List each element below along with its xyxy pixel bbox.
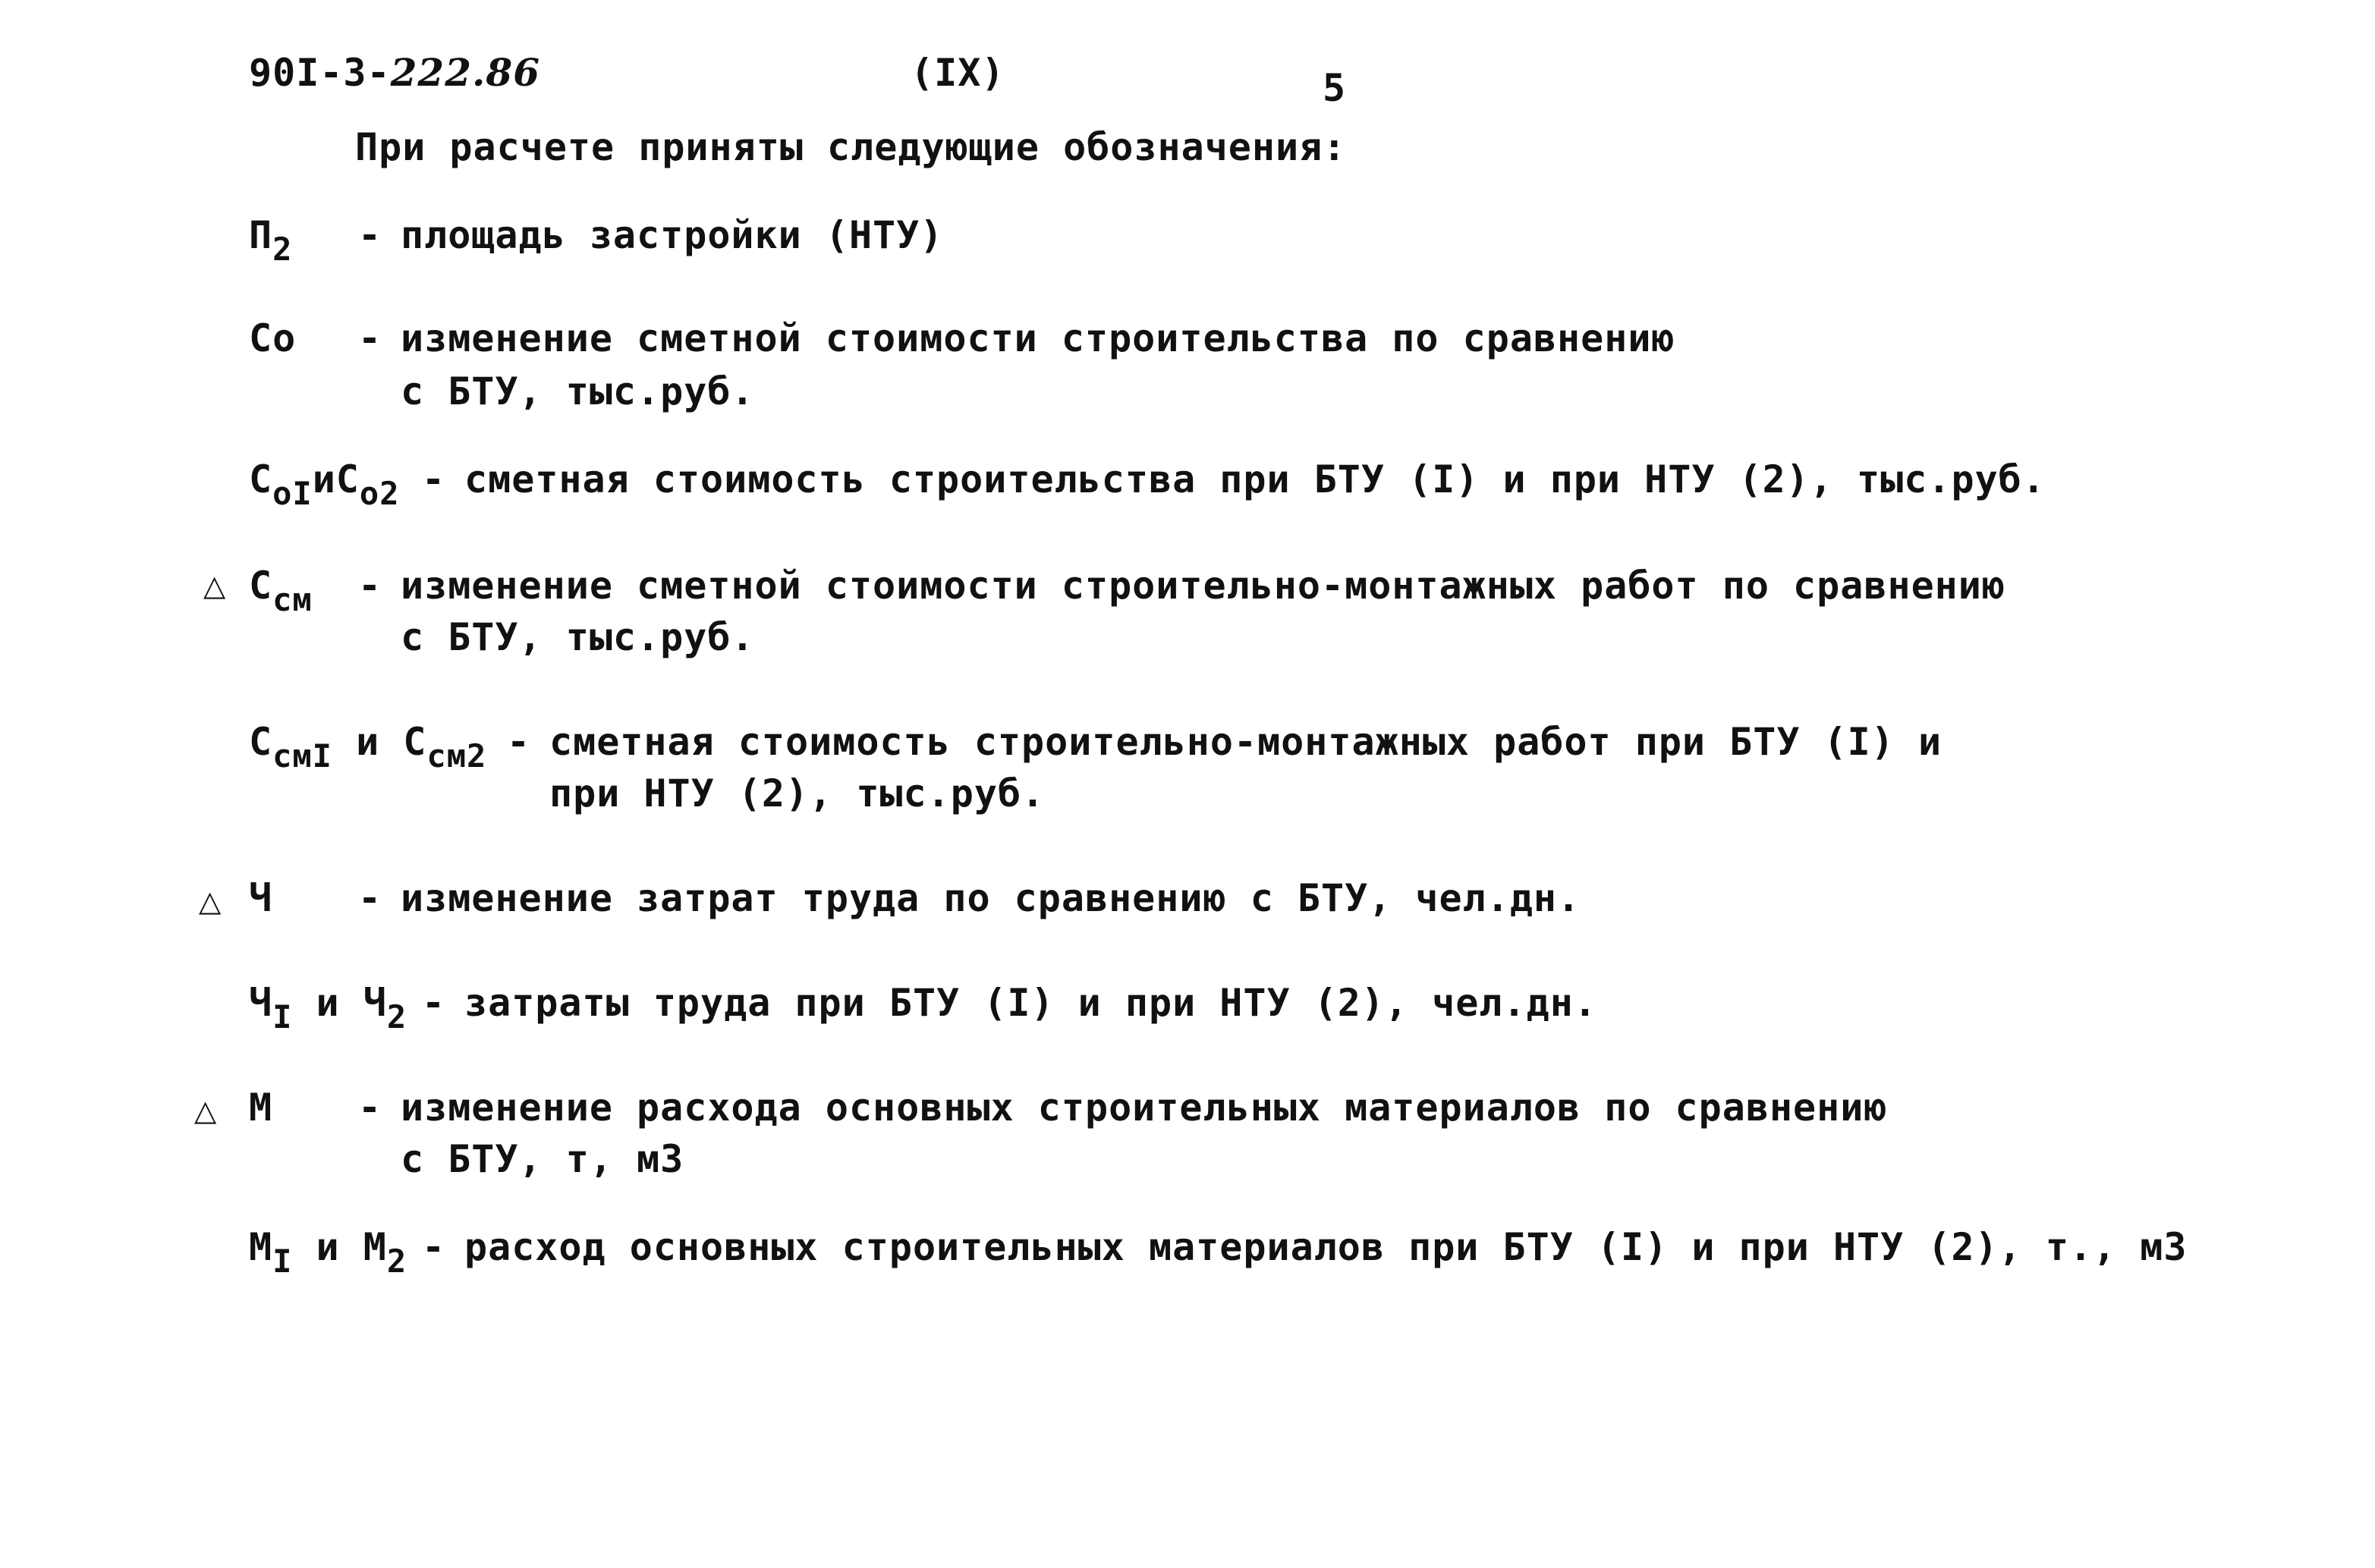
symbol-Csm1-Csm2: $С_{смI}$ и $С_{см2}$ [249, 720, 487, 775]
symbol-M: М [249, 1086, 273, 1130]
definition-dash: - [507, 720, 531, 764]
page-number: 5 [1323, 66, 1347, 110]
definition-text: сметная стоимость строительно-монтажных работ при БТУ (I) и [549, 720, 1942, 764]
definition-dash: - [358, 316, 382, 360]
definition-text: расход основных строительных материалов при БТУ (I) и при НТУ (2), т., м3 [464, 1225, 2188, 1269]
definition-dash: - [358, 1086, 382, 1130]
definition-text: изменение сметной стоимости строительства по сравнению [401, 316, 1675, 360]
delta-icon: △ [203, 569, 226, 602]
definition-text: изменение расхода основных строительных материалов по сравнению [401, 1086, 1888, 1130]
definition-text: сметная стоимость строительства при БТУ (I) и при НТУ (2), тыс.руб. [464, 457, 2046, 501]
symbol-Ch: Ч [249, 876, 273, 920]
document-code-handwritten: 222.86 [390, 50, 540, 95]
symbol-Co: Со [249, 316, 297, 360]
document-code-prefix: 90I-3- [249, 51, 391, 95]
delta-icon: △ [194, 1094, 217, 1127]
definition-dash: - [422, 457, 446, 501]
symbol-Co1-Co2: $С_{оI}иС_{о2}$ [249, 457, 400, 512]
definition-dash: - [358, 876, 382, 920]
definition-text-continued: с БТУ, тыс.руб. [401, 369, 755, 413]
definition-text: изменение сметной стоимости строительно-монтажных работ по сравнению [401, 564, 2005, 608]
definition-text-continued: с БТУ, тыс.руб. [401, 615, 755, 659]
definition-text: площадь застройки (НТУ) [401, 213, 944, 257]
definition-text: затраты труда при БТУ (I) и при НТУ (2), чел.дн. [464, 981, 1597, 1025]
document-code [249, 49, 540, 97]
definition-text-continued: при НТУ (2), тыс.руб. [549, 771, 1046, 815]
symbol-Csm: $С_{см}$ [249, 564, 313, 618]
definition-text-continued: с БТУ, т, м3 [401, 1137, 684, 1181]
definition-dash: - [358, 564, 382, 608]
symbol-M1-M2: $М_I$ и $М_2$ [249, 1225, 407, 1280]
symbol-Ch1-Ch2: $Ч_I$ и $Ч_2$ [249, 981, 407, 1035]
definition-text: изменение затрат труда по сравнению с БТУ, чел.дн. [401, 876, 1581, 920]
definition-dash: - [358, 213, 382, 257]
definition-dash: - [422, 981, 446, 1025]
delta-icon: △ [199, 885, 222, 918]
symbol-P2: $П_2$ [249, 213, 293, 268]
intro-text: При расчете приняты следующие обозначения: [355, 125, 1347, 169]
section-number: (IX) [911, 51, 1005, 95]
definition-dash: - [422, 1225, 446, 1269]
